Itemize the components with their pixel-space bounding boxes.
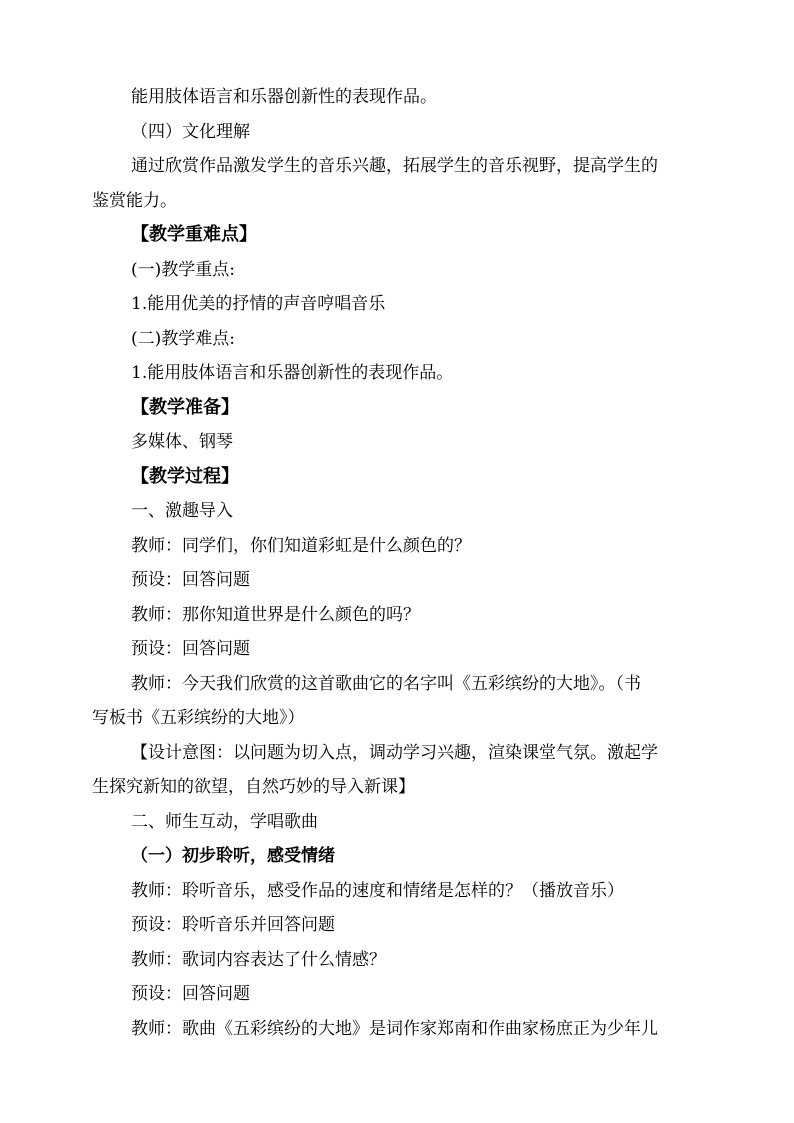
text-line-27: 预设：回答问题: [131, 984, 250, 1004]
text-line-18: 教师：今天我们欣赏的这首歌曲它的名字叫《五彩缤纷的大地》。（书: [131, 674, 641, 694]
text-line-4: 鉴赏能力。: [92, 191, 177, 211]
text-line-7: 1.能用优美的抒情的声音哼唱音乐: [131, 294, 386, 314]
design-intent-line-2: 生探究新知的欲望，自然巧妙的导入新课】: [92, 777, 415, 797]
text-line-11: 多媒体、钢琴: [131, 432, 233, 452]
text-line-17: 预设：回答问题: [131, 639, 250, 659]
text-line-9: 1.能用肢体语言和乐器创新性的表现作品。: [131, 363, 454, 383]
design-intent-line-1: 【设计意图：以问题为切入点，调动学习兴趣，渲染课堂气氛。激起学: [131, 743, 658, 763]
text-line-16: 教师：那你知道世界是什么颜色的吗？: [131, 605, 420, 625]
text-line-28: 教师：歌曲《五彩缤纷的大地》是词作家郑南和作曲家杨庶正为少年儿: [131, 1019, 658, 1039]
text-line-14: 教师：同学们，你们知道彩虹是什么颜色的？: [131, 536, 471, 556]
subheading-focus: (一)教学重点:: [131, 260, 235, 280]
subheading-first-listen: （一）初步聆听，感受情绪: [131, 846, 335, 866]
text-line-19: 写板书《五彩缤纷的大地》）: [92, 708, 305, 728]
text-line-1: 能用肢体语言和乐器创新性的表现作品。: [131, 87, 437, 107]
text-line-24: 教师：聆听音乐，感受作品的速度和情绪是怎样的？（播放音乐）: [131, 881, 624, 901]
text-line-25: 预设：聆听音乐并回答问题: [131, 915, 335, 935]
heading-key-points: 【教学重难点】: [131, 224, 257, 245]
subheading-intro: 一、激趣导入: [131, 501, 233, 521]
section-heading-culture: （四）文化理解: [131, 122, 250, 142]
text-line-15: 预设：回答问题: [131, 570, 250, 590]
subheading-difficulty: (二)教学难点:: [131, 329, 235, 349]
heading-preparation: 【教学准备】: [131, 397, 239, 418]
text-line-26: 教师：歌词内容表达了什么情感？: [131, 950, 386, 970]
subheading-interaction: 二、师生互动，学唱歌曲: [131, 812, 318, 832]
text-line-3: 通过欣赏作品激发学生的音乐兴趣，拓展学生的音乐视野，提高学生的: [131, 156, 658, 176]
heading-process: 【教学过程】: [131, 466, 239, 487]
